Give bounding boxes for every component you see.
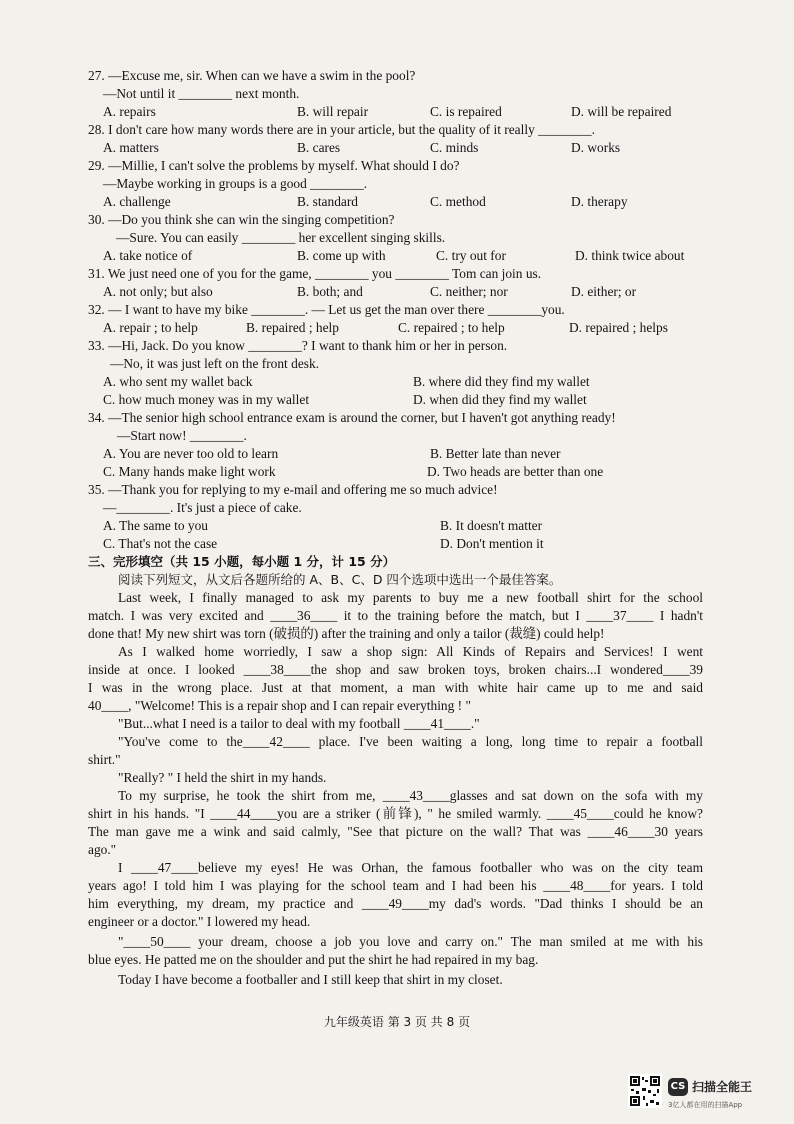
q35-option-c: C. That's not the case <box>103 536 218 551</box>
q31-stem: 31. We just need one of you for the game, ________ you ________ Tom can join us. <box>88 266 542 281</box>
q28-option-c: C. minds <box>430 140 479 155</box>
q31-option-d: D. either; or <box>571 284 637 299</box>
passage-line: "But...what I need is a tailor to deal with my football ____41____." <box>118 716 480 731</box>
q29-stem: 29. —Millie, I can't solve the problems by myself. What should I do? <box>88 158 460 173</box>
passage-line: I was in the wrong place. Just at that moment, a man with white hair came up to me and said <box>88 680 703 695</box>
q29-option-a: A. challenge <box>103 194 171 209</box>
section-heading: 三、完形填空（共 15 小题，每小题 1 分，计 15 分） <box>88 554 396 569</box>
passage-line: As I walked home worriedly, I saw a shop sign: All Kinds of Repairs and Services! I went <box>118 644 703 659</box>
passage-line: ago." <box>88 842 117 857</box>
passage-line: shirt in his hands. "I ____44____you are a striker (前锋), " he smiled warmly. ____45____could he know? <box>88 806 703 821</box>
q28-option-d: D. works <box>571 140 621 155</box>
q32-option-c: C. repaired ; to help <box>398 320 505 335</box>
q27-line2: —Not until it ________ next month. <box>103 86 300 101</box>
q33-option-d: D. when did they find my wallet <box>413 392 587 407</box>
q27-option-b: B. will repair <box>297 104 369 119</box>
page-footer: 九年级英语 第 3 页 共 8 页 <box>323 1015 471 1029</box>
q28-stem: 28. I don't care how many words there are in your article, but the quality of it really ________. <box>88 122 596 137</box>
q30-option-d: D. think twice about <box>575 248 685 263</box>
q33-option-a: A. who sent my wallet back <box>103 374 253 389</box>
passage-line: To my surprise, he took the shirt from me, ____43____glasses and sat down on the sofa with my <box>118 788 703 803</box>
passage-line: 40____, "Welcome! This is a repair shop and I can repair everything ! " <box>88 698 471 713</box>
q27-stem: 27. —Excuse me, sir. When can we have a swim in the pool? <box>88 68 416 83</box>
q35-option-b: B. It doesn't matter <box>440 518 543 533</box>
passage-line: I ____47____believe my eyes! He was Orhan, the famous footballer who was on the city team <box>118 860 703 875</box>
q30-option-b: B. come up with <box>297 248 386 263</box>
q32-option-b: B. repaired ; help <box>246 320 339 335</box>
q34-line2: —Start now! ________. <box>117 428 247 443</box>
q30-option-c: C. try out for <box>436 248 506 263</box>
q35-option-a: A. The same to you <box>103 518 208 533</box>
q34-option-b: B. Better late than never <box>430 446 561 461</box>
qr-code-icon <box>628 1074 662 1108</box>
passage-line: "____50____ your dream, choose a job you love and carry on." The man smiled at me with his <box>118 934 703 949</box>
q29-option-b: B. standard <box>297 194 358 209</box>
q33-stem: 33. —Hi, Jack. Do you know ________? I want to thank him or her in person. <box>88 338 508 353</box>
q28-option-a: A. matters <box>103 140 159 155</box>
passage-line: The man gave me a wink and said calmly, "See that picture on the wall? That was ____46____30 years <box>88 824 703 839</box>
q29-line2: —Maybe working in groups is a good ________. <box>103 176 368 191</box>
scanner-watermark <box>628 1074 780 1114</box>
q31-option-c: C. neither; nor <box>430 284 508 299</box>
q32-option-d: D. repaired ; helps <box>569 320 668 335</box>
passage-line: engineer or a doctor." I lowered my head. <box>88 914 311 929</box>
q32-stem: 32. — I want to have my bike ________. — Let us get the man over there ________you. <box>88 302 565 317</box>
passage-line: years ago! I told him I was playing for the school team and I had been his ____48____for years. I told <box>88 878 703 893</box>
scanner-app-tagline: 3亿人都在用的扫描App <box>668 1101 743 1109</box>
q29-option-d: D. therapy <box>571 194 628 209</box>
q27-option-a: A. repairs <box>103 104 156 119</box>
q27-option-d: D. will be repaired <box>571 104 672 119</box>
q32-option-a: A. repair ; to help <box>103 320 198 335</box>
q33-option-b: B. where did they find my wallet <box>413 374 590 389</box>
scanner-app-name: 扫描全能王 <box>692 1080 753 1094</box>
passage-line: blue eyes. He patted me on the shoulder and put the shirt he had repaired in my bag. <box>88 952 539 967</box>
q34-stem: 34. —The senior high school entrance exam is around the corner, but I haven't got anything ready! <box>88 410 616 425</box>
q34-option-a: A. You are never too old to learn <box>103 446 279 461</box>
passage-line: Today I have become a footballer and I still keep that shirt in my closet. <box>118 972 503 987</box>
section-instruction: 阅读下列短文，从文后各题所给的 A、B、C、D 四个选项中选出一个最佳答案。 <box>118 572 562 587</box>
passage-line: "Really? " I held the shirt in my hands. <box>118 770 327 785</box>
q31-option-b: B. both; and <box>297 284 363 299</box>
passage-line: done that! My new shirt was torn (破损的) after the training and only a tailor (裁缝) could help! <box>88 626 605 641</box>
q35-option-d: D. Don't mention it <box>440 536 544 551</box>
passage-line: Last week, I finally managed to ask my parents to buy me a new football shirt for the school <box>118 590 703 605</box>
passage-line: shirt." <box>88 752 121 767</box>
q33-option-c: C. how much money was in my wallet <box>103 392 310 407</box>
passage-line: inside at once. I looked ____38____the shop and saw broken toys, broken chairs...I wondered____39 <box>88 662 703 677</box>
q27-option-c: C. is repaired <box>430 104 502 119</box>
q33-line2: —No, it was just left on the front desk. <box>110 356 320 371</box>
passage-line: match. I was very excited and ____36____ it to the training before the match, but I ____37____ I hadn't <box>88 608 703 623</box>
q35-line2: —________. It's just a piece of cake. <box>103 500 302 515</box>
passage-line: him everything, my dream, my practice and ____49____my dad's words. "Dad thinks I should be an <box>88 896 703 911</box>
passage-line: "You've come to the____42____ place. I've been waiting a long, long time to repair a football <box>118 734 703 749</box>
q35-stem: 35. —Thank you for replying to my e-mail and offering me so much advice! <box>88 482 498 497</box>
q30-option-a: A. take notice of <box>103 248 193 263</box>
camscanner-logo-icon: CS <box>668 1078 688 1096</box>
q28-option-b: B. cares <box>297 140 341 155</box>
q31-option-a: A. not only; but also <box>103 284 213 299</box>
q34-option-c: C. Many hands make light work <box>103 464 276 479</box>
q30-line2: —Sure. You can easily ________ her excellent singing skills. <box>116 230 446 245</box>
q30-stem: 30. —Do you think she can win the singing competition? <box>88 212 395 227</box>
q29-option-c: C. method <box>430 194 486 209</box>
q34-option-d: D. Two heads are better than one <box>427 464 604 479</box>
